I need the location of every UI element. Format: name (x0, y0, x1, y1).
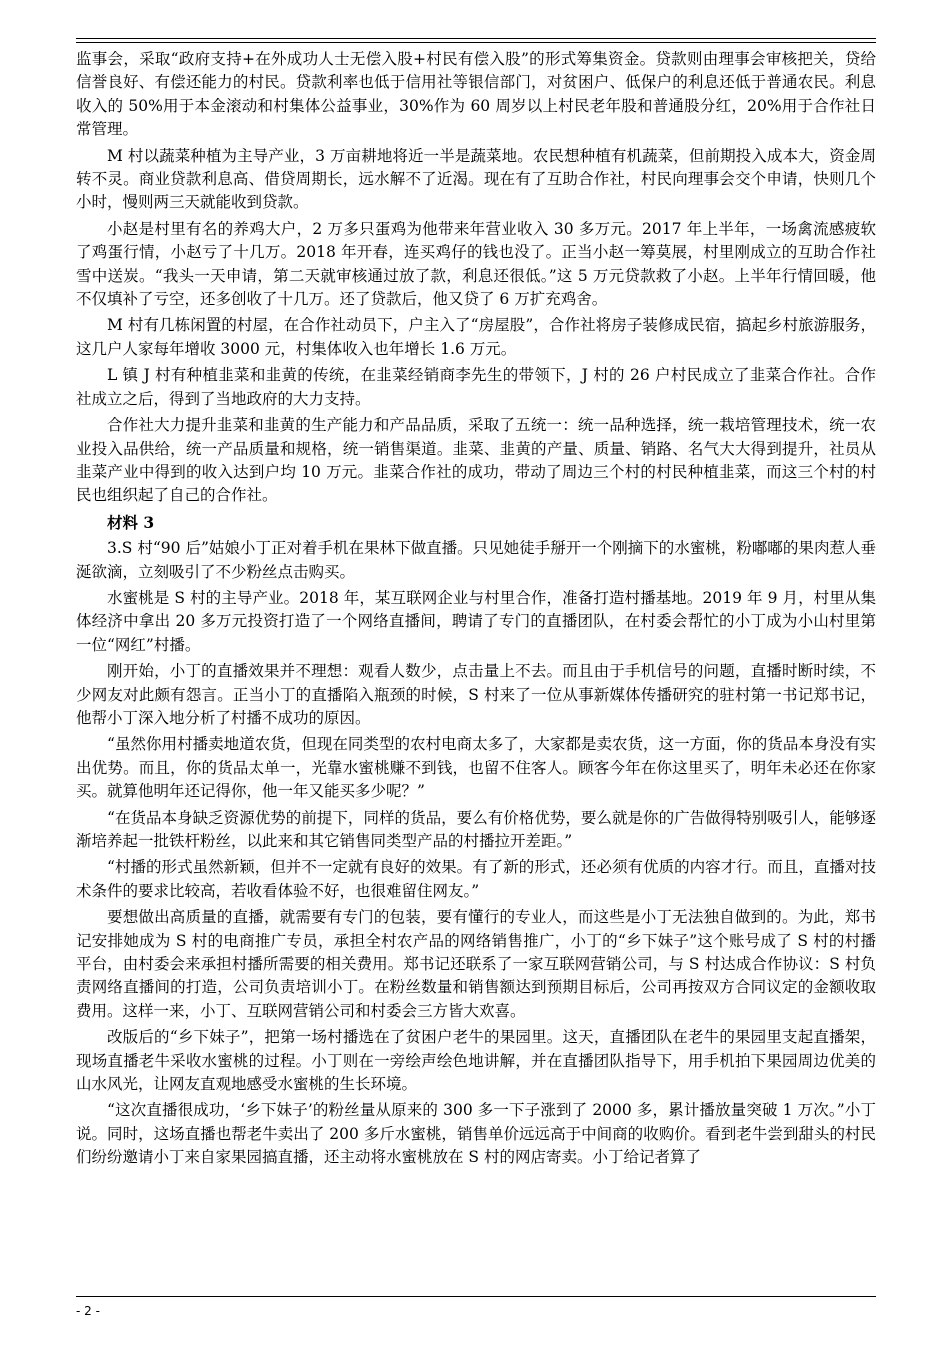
paragraph: “这次直播很成功，‘乡下妹子’的粉丝量从原来的 300 多一下子涨到了 2000 多，累计播放量突破 1 万次。”小丁说。同时，这场直播也帮老牛卖出了 200 多斤水蜜桃，销售单价远远高于中间商的收购价。看到老牛尝到甜头的村民们纷纷邀请小丁来自家果园搞直播，还主动将水蜜桃放在 S 村的网店寄卖。小丁给记者算了 (76, 1101, 876, 1167)
paragraph: 要想做出高质量的直播，就需要有专门的包装，要有懂行的专业人，而这些是小丁无法独自做到的。为此，郑书记安排她成为 S 村的电商推广专员，承担全村农产品的网络销售推广，小丁的“乡下妹子”这个账号成了 S 村的村播平台，由村委会来承担村播所需要的相关费用。郑书记还联系了一家互联网营销公司，与 S 村达成合作协议：S 村负责网络直播间的打造，公司负责培训小丁。在粉丝数量和销售额达到预期目标后，公司再按双方合同议定的金额收取费用。这样一来，小丁、互联网营销公司和村委会三方皆大欢喜。 (76, 908, 876, 1020)
header-rule-bottom (76, 42, 876, 43)
paragraph: M 村有几栋闲置的村屋，在合作社动员下，户主入了“房屋股”，合作社将房子装修成民宿，搞起乡村旅游服务，这几户人家每年增收 3000 元，村集体收入也年增长 1.6 万元。 (76, 316, 876, 358)
paragraph: 水蜜桃是 S 村的主导产业。2018 年，某互联网企业与村里合作，准备打造村播基地。2019 年 9 月，村里从集体经济中拿出 20 多万元投资打造了一个网络直播间，聘请了专门的直播团队，在村委会帮忙的小丁成为小山村里第一位“网红”村播。 (76, 588, 876, 654)
paragraph: L 镇 J 村有种植韭菜和韭黄的传统，在韭菜经销商李先生的带领下，J 村的 26 户村民成立了韭菜合作社。合作社成立之后，得到了当地政府的大力支持。 (76, 366, 876, 408)
header-rule-top (76, 38, 876, 39)
paragraph: 刚开始，小丁的直播效果并不理想：观看人数少，点击量上不去。而且由于手机信号的问题，直播时断时续，不少网友对此颇有怨言。正当小丁的直播陷入瓶颈的时候，S 村来了一位从事新媒体传播研究的驻村第一书记郑书记，他帮小丁深入地分析了村播不成功的原因。 (76, 662, 876, 727)
paragraph: 3.S 村“90 后”姑娘小丁正对着手机在果林下做直播。只见她徒手掰开一个刚摘下的水蜜桃，粉嘟嘟的果肉惹人垂涎欲滴，立刻吸引了不少粉丝点击购买。 (76, 539, 876, 581)
paragraph: 改版后的“乡下妹子”，把第一场村播选在了贫困户老牛的果园里。这天，直播团队在老牛的果园里支起直播架，现场直播老牛采收水蜜桃的过程。小丁则在一旁绘声绘色地讲解，并在直播团队指导下，用手机拍下果园周边优美的山水风光，让网友直观地感受水蜜桃的生长环境。 (76, 1028, 876, 1094)
section-heading: 材料 3 (107, 512, 155, 532)
paragraph-quote: “在货品本身缺乏资源优势的前提下，同样的货品，要么有价格优势，要么就是你的广告做得特别吸引人，能够逐渐培养起一批铁杆粉丝，以此来和其它销售同类型产品的村播拉开差距。” (76, 808, 876, 850)
paragraph-quote: “村播的形式虽然新颖，但并不一定就有良好的效果。有了新的形式，还必须有优质的内容才行。而且，直播对技术条件的要求比较高，若收看体验不好，也很难留住网友。” (76, 858, 876, 900)
paragraph: 合作社大力提升韭菜和韭黄的生产能力和产品品质，采取了五统一：统一品种选择，统一栽培管理技术，统一农业投入品供给，统一产品质量和规格，统一销售渠道。韭菜、韭黄的产量、质量、销路、名气大大得到提升，社员从韭菜产业中得到的收入达到户均 10 万元。韭菜合作社的成功，带动了周边三个村的村民种植韭菜，而这三个村的村民也组织起了自己的合作社。 (76, 416, 876, 505)
paragraph-quote: “虽然你用村播卖地道农货，但现在同类型的农村电商太多了，大家都是卖农货，这一方面，你的货品本身没有实出优势。而且，你的货品太单一，光靠水蜜桃赚不到钱，也留不住客人。顾客今年在你这里买了，明年未必还在你家买。就算他明年还记得你，他一年又能买多少呢？” (76, 735, 876, 801)
paragraph: M 村以蔬菜种植为主导产业，3 万亩耕地将近一半是蔬菜地。农民想种植有机蔬菜，但前期投入成本大，资金周转不灵。商业贷款利息高、借贷周期长，远水解不了近渴。现在有了互助合作社，村民向理事会交个申请，快则几个小时，慢则两三天就能收到贷款。 (76, 146, 876, 212)
paragraph: 小赵是村里有名的养鸡大户，2 万多只蛋鸡为他带来年营业收入 30 多万元。2017 年上半年，一场禽流感疲软了鸡蛋行情，小赵亏了十几万。2018 年开春，连买鸡仔的钱也没了。正当小赵一筹莫展，村里刚成立的互助合作社雪中送炭。“我头一天申请，第二天就审核通过放了款，利息还很低。”这 5 万元贷款救了小赵。上半年行情回暖，他不仅填补了亏空，还多创收了十几万。还了贷款后，他又贷了 6 万扩充鸡舍。 (76, 219, 876, 309)
document-body (76, 48, 876, 1173)
page-number: - 2 - (76, 1304, 100, 1318)
footer-rule (76, 1296, 876, 1297)
paragraph-continuation: 监事会，采取“政府支持+在外成功人士无偿入股+村民有偿入股”的形式筹集资金。贷款则由理事会审核把关，贷给信誉良好、有偿还能力的村民。贷款利率也低于信用社等银信部门，对贫困户、低保户的利息还低于普通农民。利息收入的 50%用于本金滚动和村集体公益事业，30%作为 60 周岁以上村民老年股和普通股分红，20%用于合作社日常管理。 (76, 50, 876, 139)
